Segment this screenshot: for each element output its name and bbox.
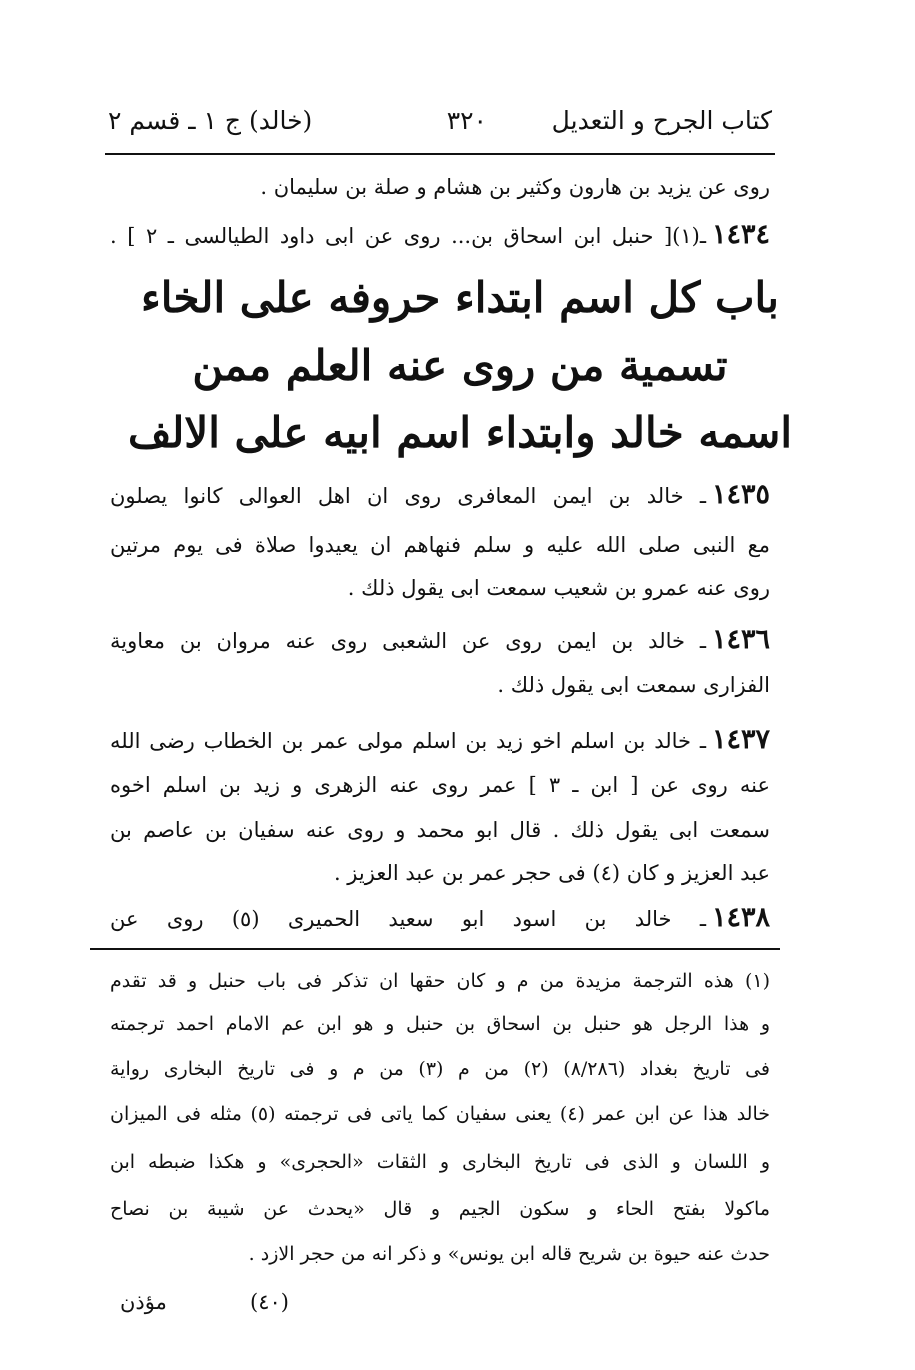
entry-1438-line (110, 903, 770, 934)
entry-text: ـ خالد بن ايمن روى عن الشعبى روى عنه مروان بن معاوية (110, 629, 706, 653)
entry-number: ١٤٣٧ (711, 724, 770, 755)
entry-1434 (110, 220, 770, 251)
entry-1437-line (110, 725, 770, 756)
entry-text: ـ خالد بن ايمن المعافرى روى ان اهل العوالى كانوا يصلون (110, 484, 706, 508)
chapter-heading-line: باب كل اسم ابتداء حروفه على الخاء (141, 273, 779, 322)
footnote-line: فى تاريخ بغداد (٨/٢٨٦) (٢) من م (٣) من م و فى تاريخ البخارى رواية (110, 1058, 770, 1080)
entry-1437-line: عنه روى عن [ ابن ـ ٣ ] عمر روى عنه الزهرى و زيد بن اسلم اخوه (110, 773, 770, 797)
entry-1436-line (110, 625, 770, 656)
sheet-number: (٤٠) (250, 1290, 289, 1314)
printer-signature: مؤذن (120, 1290, 167, 1314)
footnote-line: (١) هذه الترجمة مزيدة من م و كان حقها ان تذكر فى باب حنبل و قد تقدم (110, 970, 770, 992)
entry-1437-line: سمعت ابى يقول ذلك . قال ابو محمد و روى عنه سفيان بن عاصم بن (110, 818, 770, 842)
entry-1435-line: مع النبى صلى الله عليه و سلم فنهاهم ان يعيدوا صلاة فى يوم مرتين (110, 533, 770, 557)
entry-text: ـ(١)[ حنبل ابن اسحاق بن... روى عن ابى داود الطيالسى ـ ٢ ] . (110, 224, 706, 248)
entry-1435-line (110, 480, 770, 511)
entry-text: ـ خالد بن اسود ابو سعيد الحميرى (٥) روى عن (110, 907, 706, 931)
entry-text: ـ خالد بن اسلم اخو زيد بن اسلم مولى عمر بن الخطاب رضى الله (110, 729, 706, 753)
section-label: (خالد) ج ١ ـ قسم ٢ (108, 105, 313, 135)
footnote-rule (90, 948, 780, 950)
entry-number: ١٤٣٥ (711, 479, 770, 510)
book-title: كتاب الجرح و التعديل (551, 105, 772, 135)
footnote-line: و هذا الرجل هو حنبل بن اسحاق بن حنبل و هو ابن عم الامام احمد ترجمته (110, 1013, 770, 1035)
continuation-line: روى عن يزيد بن هارون وكثير بن هشام و صلة بن سليمان . (260, 175, 770, 199)
footnote-line: و اللسان و الذى فى تاريخ البخارى و الثقات «الحجرى» و هكذا ضبطه ابن (110, 1151, 770, 1173)
header-rule (105, 153, 775, 155)
page-number: ٣٢٠ (446, 105, 487, 135)
entry-number: ١٤٣٦ (711, 624, 770, 655)
chapter-heading-line: تسمية من روى عنه العلم ممن (192, 341, 728, 390)
entry-1436-line: الفزارى سمعت ابى يقول ذلك . (497, 673, 770, 697)
footnote-line: حدث عنه حيوة بن شريح قاله ابن يونس» و ذكر انه من حجر الازد . (248, 1243, 770, 1265)
chapter-heading-line: اسمه خالد وابتداء اسم ابيه على الالف (127, 408, 792, 457)
entry-1435-line: روى عنه عمرو بن شعيب سمعت ابى يقول ذلك . (347, 576, 770, 600)
footnote-line: ماكولا بفتح الحاء و سكون الجيم و قال «يحدث عن شيبة بن نصاح (110, 1198, 770, 1220)
footnote-line: خالد هذا عن ابن عمر (٤) يعنى سفيان كما ياتى فى ترجمته (٥) مثله فى الميزان (110, 1103, 770, 1125)
entry-1437-line: عبد العزيز و كان (٤) فى حجر عمر بن عبد العزيز . (333, 861, 770, 885)
entry-number: ١٤٣٨ (711, 902, 770, 933)
entry-number: ١٤٣٤ (712, 219, 771, 250)
running-header (108, 100, 772, 140)
